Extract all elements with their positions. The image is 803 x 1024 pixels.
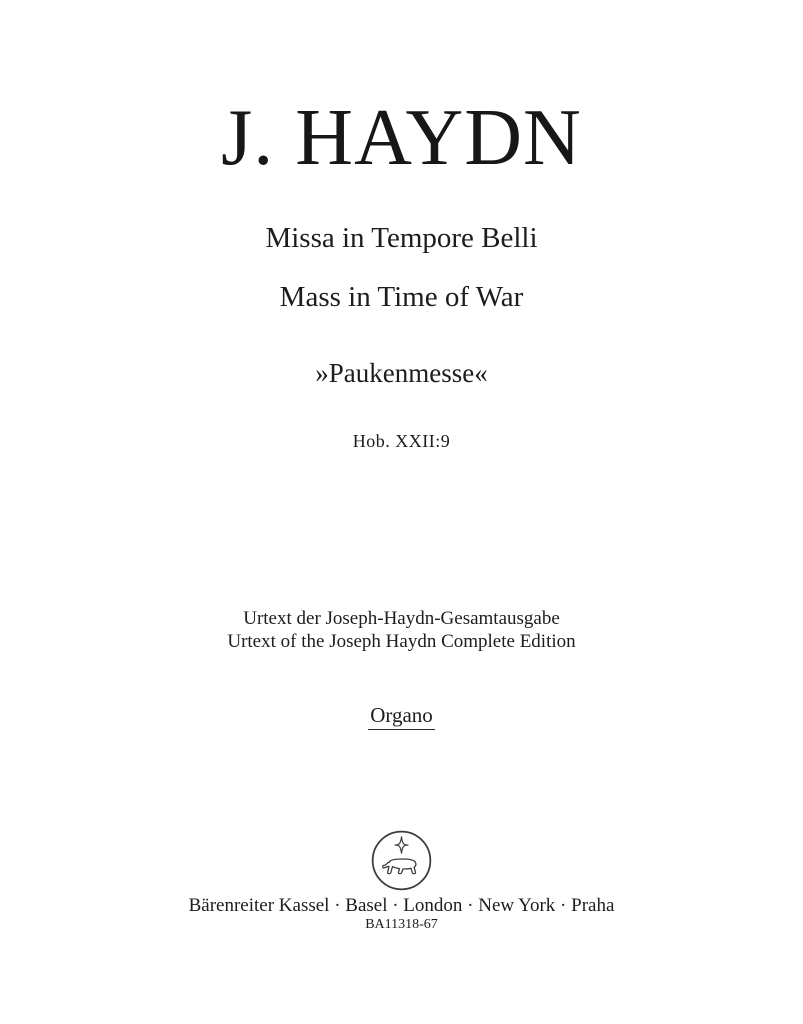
urtext-note	[0, 607, 803, 653]
part-name: Organo	[368, 703, 435, 730]
catalog-number: Hob. XXII:9	[352, 431, 451, 451]
logo-circle	[373, 832, 431, 890]
publisher-logo-row	[0, 829, 803, 892]
logo-star-icon	[395, 837, 408, 853]
bear-star-logo-icon	[370, 829, 433, 892]
logo-bear-icon	[383, 859, 416, 874]
composer-name: J. HAYDN	[221, 94, 582, 182]
urtext-line-german: Urtext der Joseph-Haydn-Gesamtausgabe	[243, 608, 560, 629]
part-name-row	[0, 703, 803, 730]
urtext-line-english: Urtext of the Joseph Haydn Complete Edition	[227, 631, 576, 652]
work-nickname: »Paukenmesse«	[315, 358, 488, 388]
publisher-imprint-line: Bärenreiter Kassel · Basel · London · New York · Praha	[188, 895, 615, 916]
edition-number: BA11318-67	[365, 917, 438, 932]
work-title-english: Mass in Time of War	[279, 281, 524, 313]
work-title-latin: Missa in Tempore Belli	[265, 222, 538, 254]
